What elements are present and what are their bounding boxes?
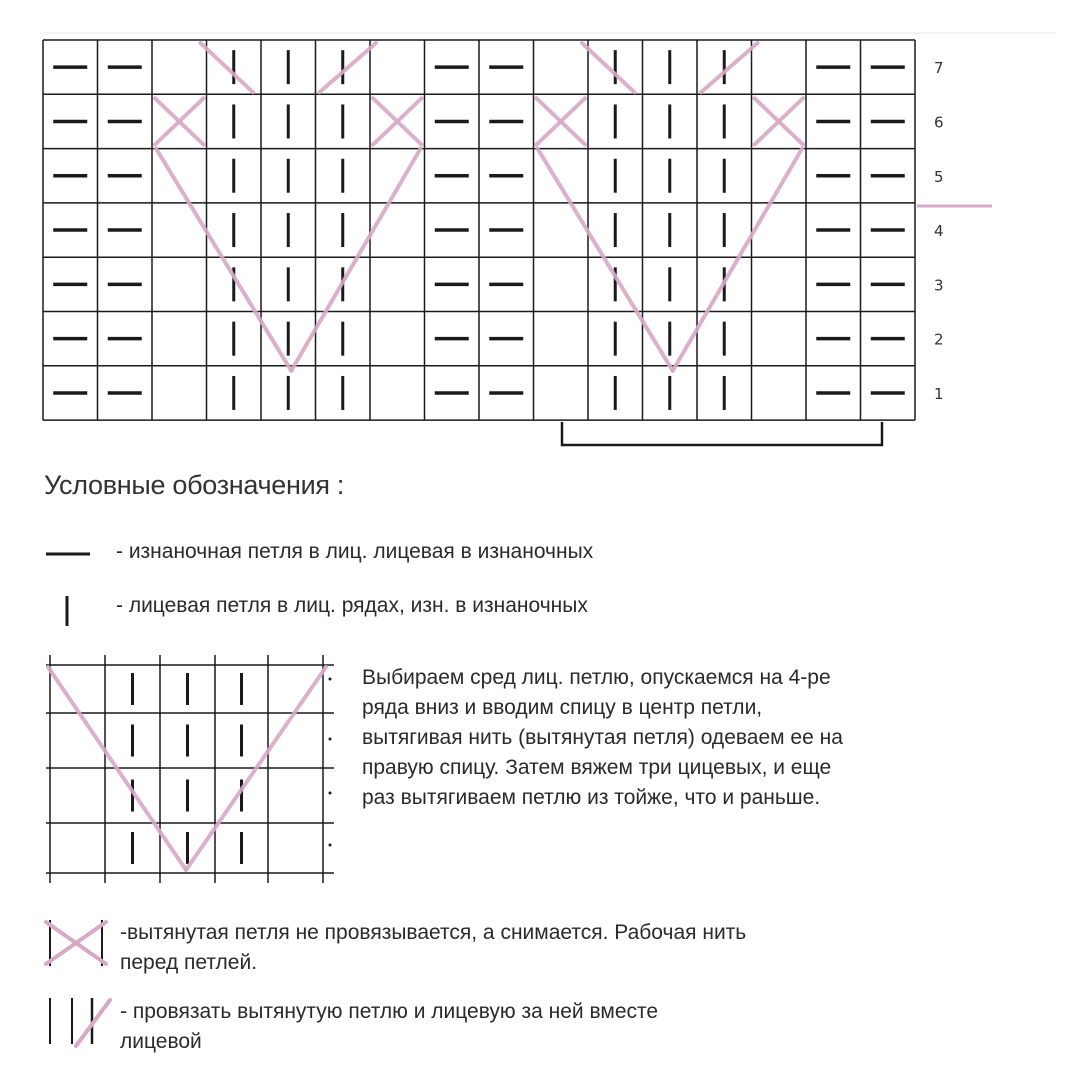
v-stitch-line	[291, 149, 420, 371]
knit-together-desc-line: лицевой	[120, 1030, 202, 1053]
knit-together-icon	[40, 990, 120, 1050]
row-number: 7	[934, 59, 944, 78]
knit-symbol-desc: - лицевая петля в лиц. рядах, изн. в изнаночных	[116, 594, 588, 617]
row-number: 5	[934, 167, 944, 186]
v-dot	[329, 792, 332, 795]
purl-symbol-desc: - изнаночная петля в лиц. лицевая в изнаночных	[116, 540, 594, 563]
legend-title: Условные обозначения :	[44, 470, 345, 500]
v-desc-line: вытягивая нить (вытянутая петля) одеваем ее на	[362, 726, 843, 749]
row-number: 2	[934, 330, 944, 349]
v-desc-line: правую спицу. Затем вяжем три цицевых, и еще	[362, 756, 832, 779]
knit-together-desc	[120, 997, 1020, 1057]
crossed-loop-desc-line: перед петлей.	[120, 951, 258, 974]
v-desc-line: ряда вниз и вводим спицу в центр петли,	[362, 696, 763, 719]
crossed-loop-desc-line: -вытянутая петля не провязывается, а снимается. Рабочая нить	[120, 921, 747, 944]
knit-together-mark	[320, 43, 377, 92]
knit-together-mark	[201, 43, 254, 92]
row-number: 6	[934, 113, 944, 132]
knit-together-mark	[582, 43, 635, 92]
crossed-loop-desc	[120, 918, 1020, 978]
v-desc-line: раз вытягиваем петлю из тойже, что и раньше.	[362, 786, 821, 809]
knitting-chart	[0, 0, 1080, 470]
knit-together-mark	[701, 43, 758, 92]
knit-symbol-icon	[60, 594, 74, 628]
v-stitch-line	[673, 149, 802, 371]
row-number: 1	[934, 384, 944, 403]
v-dot	[329, 738, 332, 741]
row-number: 3	[934, 276, 944, 295]
v-dot	[329, 844, 332, 847]
v-desc-line: Выбираем сред лиц. петлю, опускаемся на 4-ре	[362, 666, 831, 689]
knit-together-desc-line: - провязать вытянутую петлю и лицевую за ней вместе	[120, 1000, 659, 1023]
repeat-bracket	[562, 422, 882, 445]
chart-grid	[43, 40, 915, 420]
v-stitch-line	[538, 149, 673, 371]
purl-symbol-icon	[44, 548, 94, 560]
v-stitch-line	[156, 149, 291, 371]
row-number: 4	[934, 222, 944, 241]
row-numbers	[934, 59, 944, 403]
crossed-loop-icon	[40, 912, 112, 972]
v-stitch-desc	[362, 663, 1052, 813]
v-stitch-diagram	[40, 655, 350, 885]
v-dot	[329, 678, 332, 681]
